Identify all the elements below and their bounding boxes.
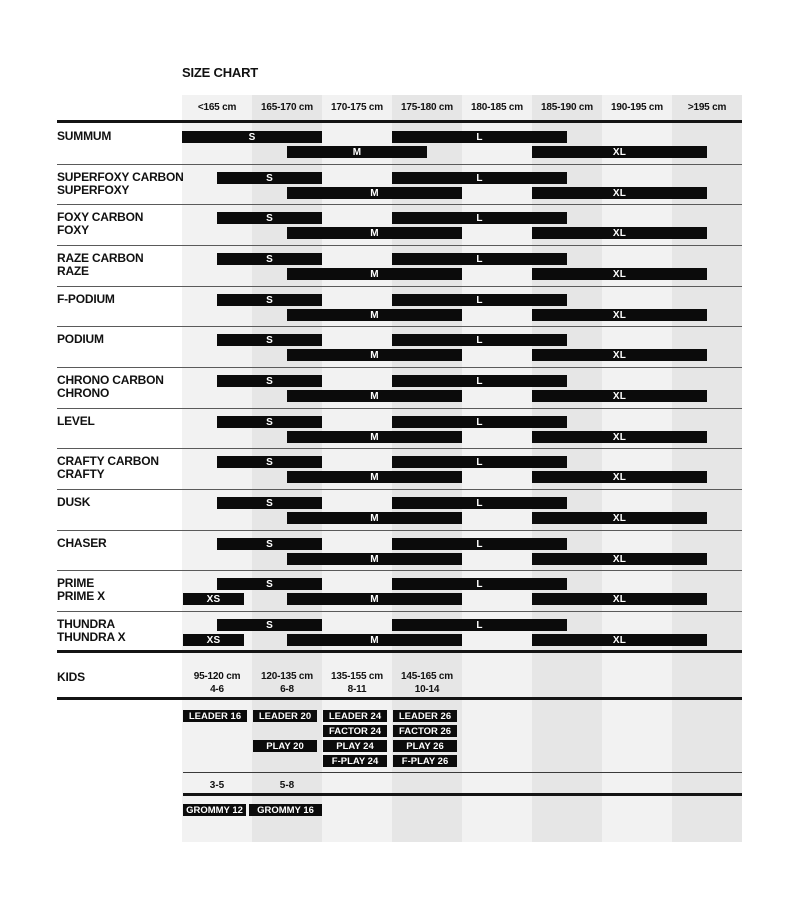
size-bar-s: S	[217, 578, 322, 590]
size-bar-s: S	[217, 375, 322, 387]
size-bar-l: L	[392, 294, 567, 306]
column-stripe	[532, 95, 602, 842]
row-divider	[57, 245, 742, 246]
size-bar-l: L	[392, 253, 567, 265]
size-bar-s: S	[182, 131, 322, 143]
size-bar-xl: XL	[532, 390, 707, 402]
kids-header-divider	[57, 697, 742, 700]
size-bar-s: S	[217, 619, 322, 631]
size-bar-s: S	[217, 456, 322, 468]
row-divider	[57, 530, 742, 531]
kids-bar-grommy-12: GROMMY 12	[183, 804, 246, 816]
size-bar-l: L	[392, 172, 567, 184]
column-stripe	[462, 95, 532, 842]
model-label: DUSK	[57, 495, 91, 509]
size-bar-xl: XL	[532, 553, 707, 565]
size-bar-l: L	[392, 497, 567, 509]
row-divider	[57, 286, 742, 287]
kids-column-header	[182, 670, 252, 696]
model-label: LEVEL	[57, 414, 95, 428]
size-bar-l: L	[392, 131, 567, 143]
size-bar-m: M	[287, 634, 462, 646]
column-stripe	[252, 95, 322, 842]
size-bar-s: S	[217, 253, 322, 265]
kids-height-range: 145-165 cm	[401, 671, 453, 682]
model-label: SUPERFOXY	[57, 183, 130, 197]
size-bar-s: S	[217, 212, 322, 224]
size-bar-xl: XL	[532, 349, 707, 361]
column-header: >195 cm	[687, 102, 727, 113]
size-bar-l: L	[392, 578, 567, 590]
model-label: RAZE CARBON	[57, 251, 144, 265]
row-divider	[57, 570, 742, 571]
size-bar-m: M	[287, 227, 462, 239]
kids-age-range: 4-6	[210, 684, 224, 695]
size-bar-s: S	[217, 538, 322, 550]
kids-age-divider	[183, 793, 742, 796]
kids-age-label: 5-8	[279, 780, 295, 791]
model-label: CHASER	[57, 536, 107, 550]
model-label: RAZE	[57, 264, 89, 278]
model-label: PRIME X	[57, 589, 105, 603]
size-bar-m: M	[287, 512, 462, 524]
kids-bar-f-play-24: F-PLAY 24	[323, 755, 387, 767]
chart-title: SIZE CHART	[182, 65, 259, 80]
kids-bar-leader-16: LEADER 16	[183, 710, 247, 722]
size-bar-s: S	[217, 334, 322, 346]
kids-bar-leader-20: LEADER 20	[253, 710, 317, 722]
kids-bar-leader-24: LEADER 24	[323, 710, 387, 722]
column-header: 190-195 cm	[611, 102, 663, 113]
kids-bar-grommy-16: GROMMY 16	[249, 804, 322, 816]
size-bar-m: M	[287, 309, 462, 321]
size-bar-xl: XL	[532, 431, 707, 443]
kids-age-label: 3-5	[209, 780, 225, 791]
row-divider	[57, 448, 742, 449]
model-label: F-PODIUM	[57, 292, 115, 306]
model-label: THUNDRA	[57, 617, 115, 631]
size-bar-s: S	[217, 416, 322, 428]
size-bar-xl: XL	[532, 512, 707, 524]
section-divider	[57, 650, 742, 653]
size-bar-l: L	[392, 212, 567, 224]
size-bar-m: M	[287, 268, 462, 280]
size-bar-xl: XL	[532, 268, 707, 280]
kids-column-header	[322, 670, 392, 696]
kids-section-label: KIDS	[57, 670, 85, 684]
row-divider	[57, 164, 742, 165]
kids-height-range: 135-155 cm	[331, 671, 383, 682]
kids-bar-factor-26: FACTOR 26	[393, 725, 457, 737]
size-bar-xs: XS	[183, 634, 244, 646]
size-bar-s: S	[217, 497, 322, 509]
kids-bar-play-24: PLAY 24	[323, 740, 387, 752]
kids-column-header	[392, 670, 462, 696]
size-bar-m: M	[287, 593, 462, 605]
model-label: CRAFTY	[57, 467, 105, 481]
column-header: 170-175 cm	[331, 102, 383, 113]
kids-height-range: 120-135 cm	[261, 671, 313, 682]
size-bar-l: L	[392, 538, 567, 550]
kids-thin-divider	[183, 772, 742, 773]
kids-bar-play-26: PLAY 26	[393, 740, 457, 752]
row-divider	[57, 367, 742, 368]
header-divider	[57, 120, 742, 123]
size-bar-xl: XL	[532, 146, 707, 158]
size-bar-l: L	[392, 416, 567, 428]
size-bar-s: S	[217, 294, 322, 306]
size-bar-l: L	[392, 619, 567, 631]
size-bar-m: M	[287, 471, 462, 483]
model-label: FOXY CARBON	[57, 210, 144, 224]
model-label: SUPERFOXY CARBON	[57, 170, 184, 184]
model-label: FOXY	[57, 223, 89, 237]
size-bar-m: M	[287, 431, 462, 443]
size-bar-xl: XL	[532, 634, 707, 646]
size-bar-xl: XL	[532, 309, 707, 321]
model-label: CHRONO	[57, 386, 110, 400]
size-bar-l: L	[392, 334, 567, 346]
model-label: PODIUM	[57, 332, 104, 346]
kids-age-range: 8-11	[347, 684, 367, 695]
column-stripe	[182, 95, 252, 842]
kids-bar-f-play-26: F-PLAY 26	[393, 755, 457, 767]
kids-age-range: 10-14	[414, 684, 440, 695]
column-header: 175-180 cm	[401, 102, 453, 113]
row-divider	[57, 489, 742, 490]
row-divider	[57, 326, 742, 327]
column-header: 180-185 cm	[471, 102, 523, 113]
kids-column-header	[252, 670, 322, 696]
kids-bar-factor-24: FACTOR 24	[323, 725, 387, 737]
row-divider	[57, 204, 742, 205]
column-header: <165 cm	[197, 102, 237, 113]
size-bar-xl: XL	[532, 593, 707, 605]
model-label: CRAFTY CARBON	[57, 454, 159, 468]
size-bar-xs: XS	[183, 593, 244, 605]
size-bar-m: M	[287, 390, 462, 402]
kids-age-range: 6-8	[280, 684, 294, 695]
size-bar-m: M	[287, 553, 462, 565]
model-label: CHRONO CARBON	[57, 373, 164, 387]
model-label: PRIME	[57, 576, 95, 590]
kids-bar-leader-26: LEADER 26	[393, 710, 457, 722]
size-bar-l: L	[392, 375, 567, 387]
size-bar-xl: XL	[532, 187, 707, 199]
size-bar-m: M	[287, 187, 462, 199]
column-header: 165-170 cm	[261, 102, 313, 113]
size-bar-l: L	[392, 456, 567, 468]
kids-bar-play-20: PLAY 20	[253, 740, 317, 752]
model-label: THUNDRA X	[57, 630, 126, 644]
row-divider	[57, 408, 742, 409]
size-bar-xl: XL	[532, 227, 707, 239]
column-header: 185-190 cm	[541, 102, 593, 113]
model-label: SUMMUM	[57, 129, 112, 143]
size-bar-m: M	[287, 146, 427, 158]
kids-height-range: 95-120 cm	[193, 671, 241, 682]
size-bar-m: M	[287, 349, 462, 361]
column-stripe	[602, 95, 672, 842]
row-divider	[57, 611, 742, 612]
size-bar-s: S	[217, 172, 322, 184]
size-bar-xl: XL	[532, 471, 707, 483]
column-stripe	[672, 95, 742, 842]
